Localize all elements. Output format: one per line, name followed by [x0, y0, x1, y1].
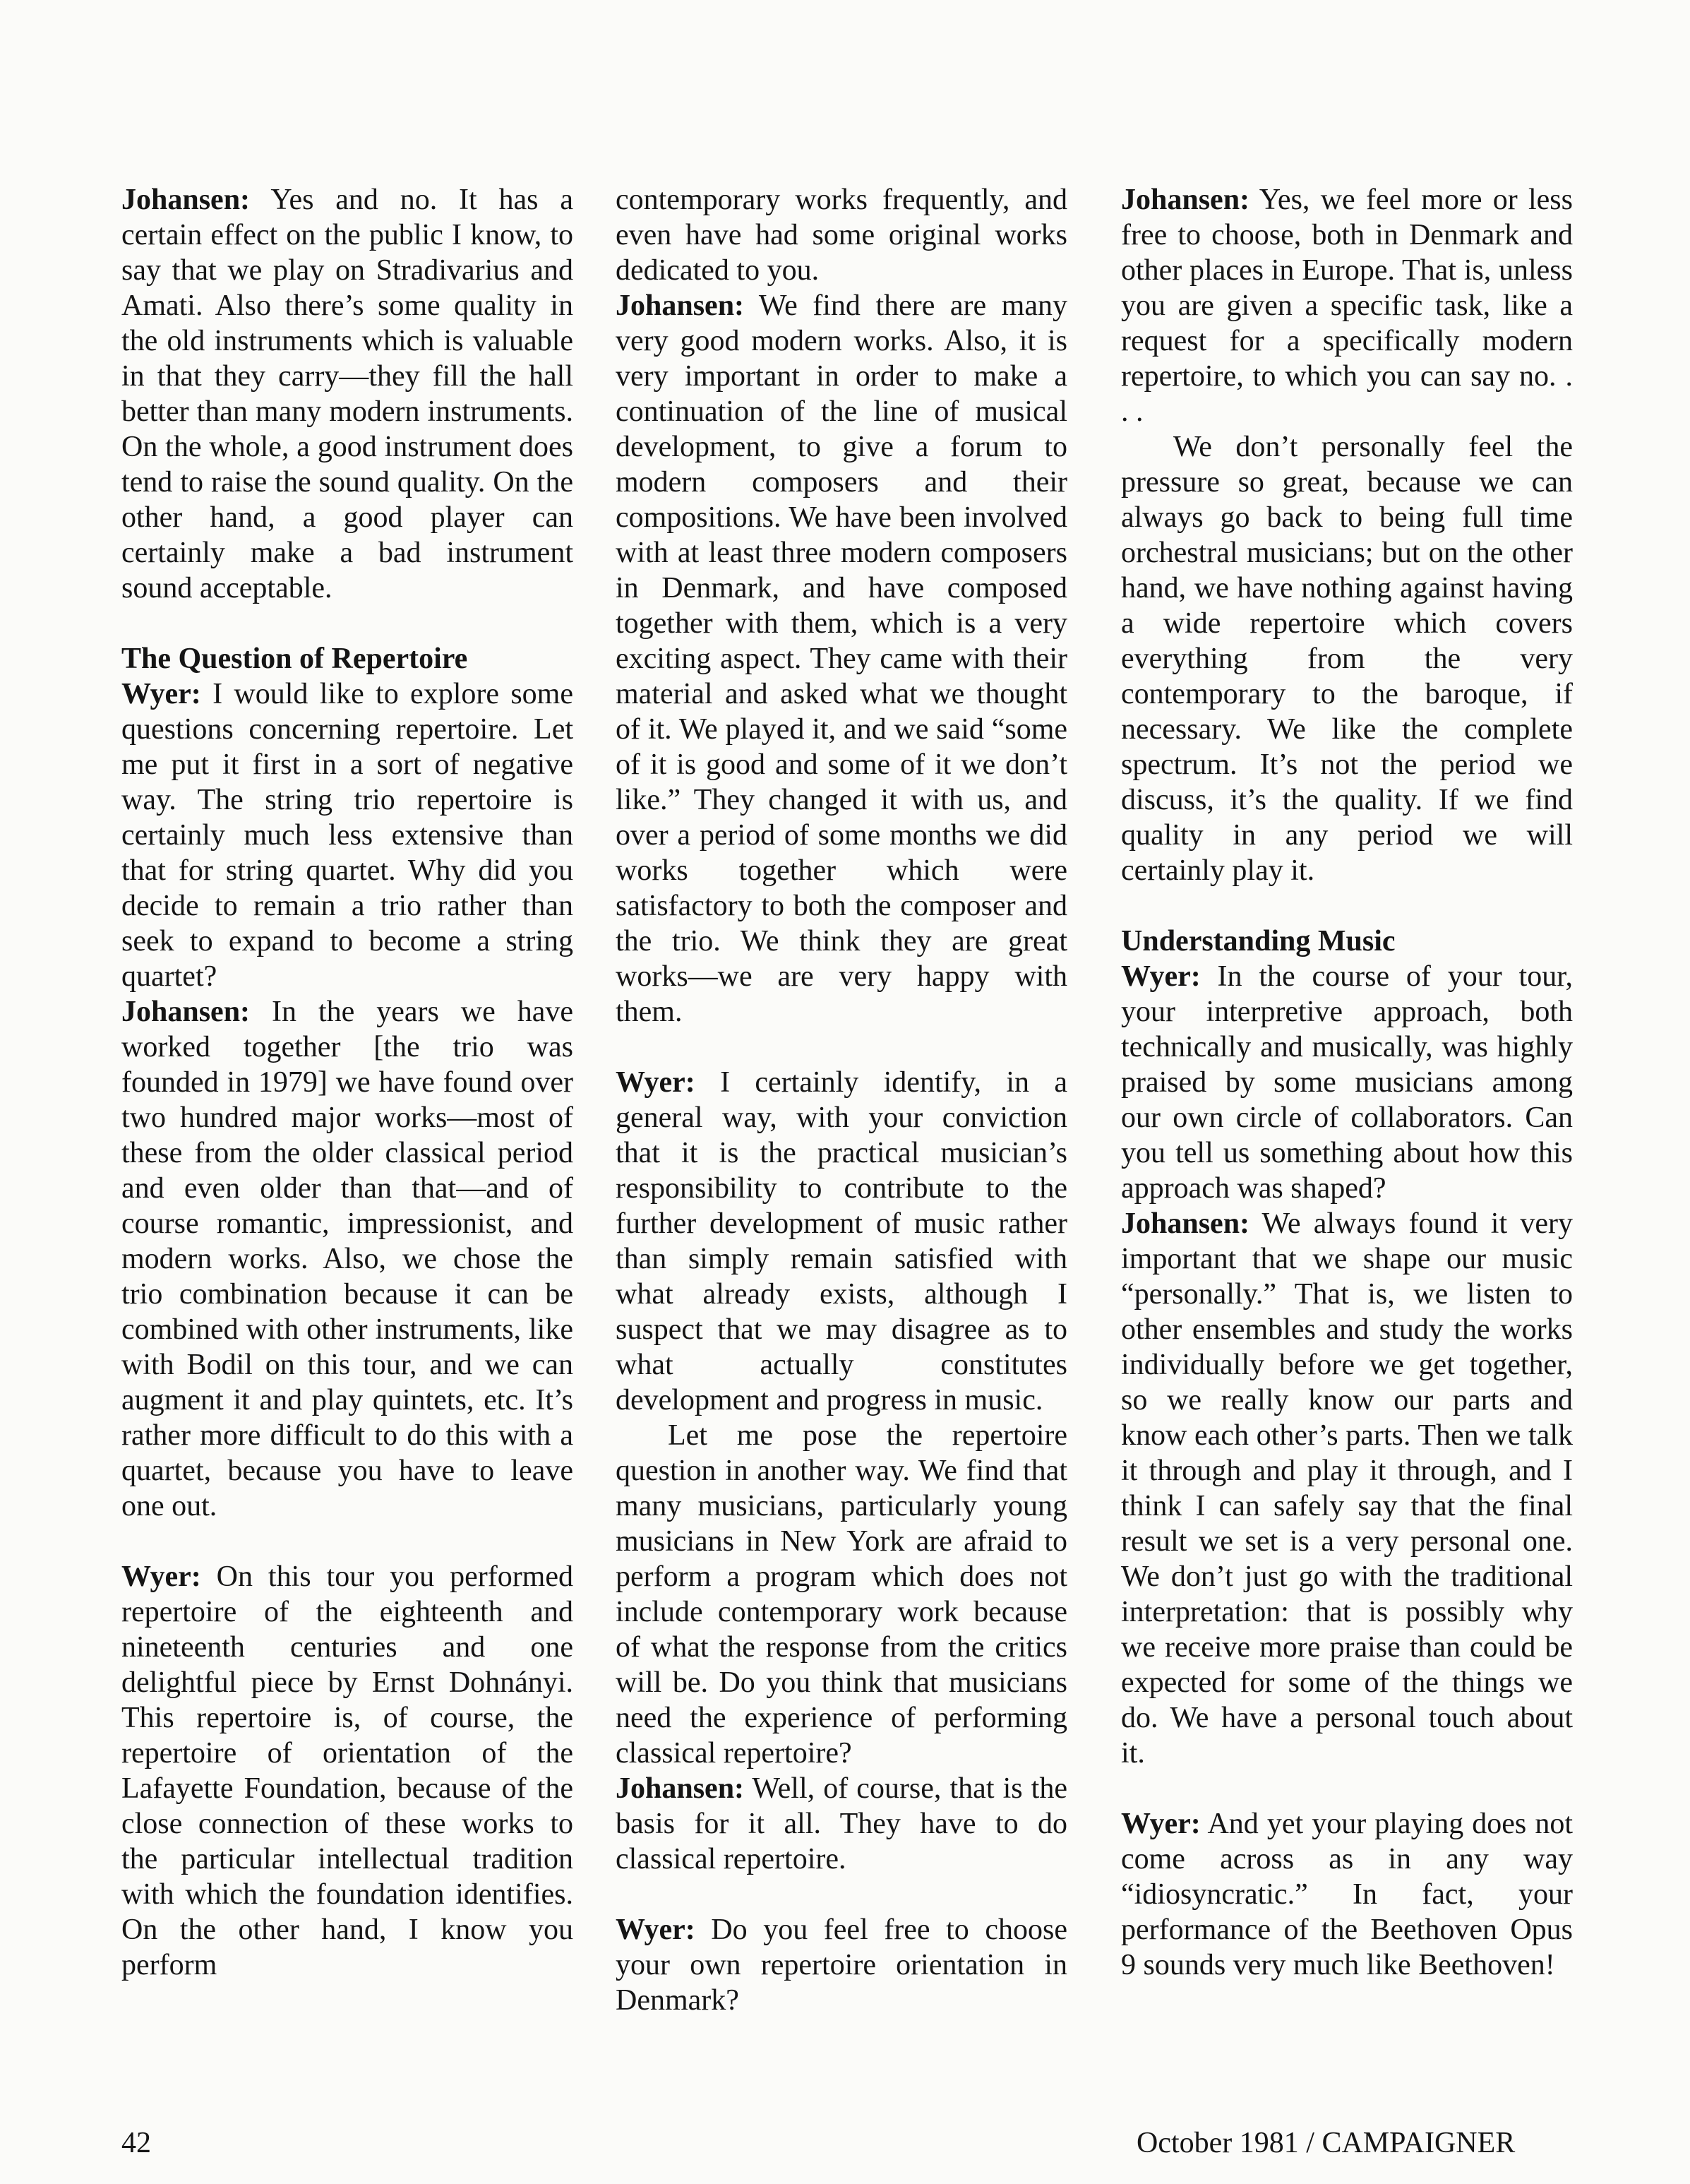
paragraph-text: We don’t personally feel the pressure so great, because we can always go back to being full time orchestral musicians; but on the other hand, we have nothing against having a wide repertoire which covers everything from the very contemporary to the baroque, if necessary. We like the complete spectrum. It’s not the period we discuss, it’s the quality. If we find quality in any period we will certainly play it. [1121, 431, 1573, 887]
paragraph [616, 288, 1067, 1030]
paragraph-text: And yet your playing does not come across as in any way “idiosyncratic.” In fact, your performance of the Beethoven Opus 9 sounds very much like Beethoven! [1121, 1808, 1574, 1981]
paragraph [1121, 1206, 1573, 1771]
speaker-label: Wyer: [121, 678, 201, 710]
speaker-label: Wyer: [616, 1066, 695, 1099]
paragraph-text: In the years we have worked together [the trio was founded in 1979] we have found over two hundred major works—most of these from the older classical period and even older than that—and of course romantic, impressionist, and modern works. Also, we chose the trio combination because it can be combined with other instruments, like with Bodil on this tour, and we can augment it and play quintets, etc. It’s rather more difficult to do this with a quartet, because you have to leave one out. [121, 996, 573, 1522]
paragraph [121, 182, 573, 606]
paragraph-text: We find there are many very good modern works. Also, it is very important in order to make a continuation of the line of musical development, to give a forum to modern composers and their compositions. We have been involved with at least three modern composers in Denmark, and have composed together with them, which is a very exciting aspect. They came with their material and asked what we thought of it. We played it, and we said “some of it is good and some of it we don’t like.” They changed it with us, and over a period of some months we did works together which were satisfactory to both the composer and the trio. We think they are great works—we are very happy with them. [616, 290, 1067, 1028]
paragraph [616, 1418, 1067, 1771]
speaker-label: Johansen: [616, 1772, 745, 1805]
speaker-label: Johansen: [616, 290, 745, 322]
paragraph [616, 1912, 1067, 2018]
paragraph [121, 1559, 573, 1983]
paragraph [1121, 959, 1573, 1206]
paragraph-text: I would like to explore some questions concerning repertoire. Let me put it first in a sort of negative way. The string trio repertoire is certainly much less extensive than that for string quartet. Why did you decide to remain a trio rather than seek to expand to become a string quartet? [121, 678, 573, 993]
paragraph-text: In the course of your tour, your interpretive approach, both technically and musically, was highly praised by some musicians among our own circle of collaborators. Can you tell us something about how this approach was shaped? [1121, 960, 1574, 1205]
paragraph-text: On this tour you performed repertoire of the eighteenth and nineteenth centuries and one delightful piece by Ernst Dohnányi. This repertoire is, of course, the repertoire of orientation of the Lafayette Foundation, because of the close connection of these works to the particular intellectual tradition with which the foundation identifies. On the other hand, I know you perform [121, 1561, 573, 1981]
column-left [121, 182, 573, 1983]
speaker-label: Wyer: [1121, 960, 1201, 993]
paragraph [616, 1771, 1067, 1877]
paragraph-text: We always found it very important that we shape our music “personally.” That is, we listen to other ensembles and study the works individually before we get together, so we really know our parts and know each other’s parts. Then we talk it through and play it through, and I think I can safely say that the final result we set is a very personal one. We don’t just go with the traditional interpretation: that is possibly why we receive more praise than could be expected for some of the things we do. We have a personal touch about it. [1121, 1207, 1573, 1770]
page-number: 42 [121, 2127, 151, 2159]
column-middle [616, 182, 1067, 2018]
issue-footer: October 1981 / CAMPAIGNER [1137, 2127, 1516, 2159]
speaker-label: Wyer: [616, 1914, 695, 1946]
paragraph-text: Yes, we feel more or less free to choose, both in Denmark and other places in Europe. That is, unless you are given a specific task, like a request for a specifically modern repertoire, to which you can say no. . . . [1121, 184, 1573, 428]
paragraph [1121, 182, 1573, 429]
section-heading: The Question of Repertoire [121, 643, 468, 675]
speaker-label: Johansen: [1121, 184, 1250, 216]
paragraph [616, 182, 1067, 288]
paragraph [616, 1065, 1067, 1418]
column-right [1121, 182, 1573, 1983]
paragraph [1121, 1806, 1573, 1983]
paragraph-text: Well, of course, that is the basis for it all. They have to do classical repertoire. [616, 1772, 1067, 1875]
paragraph [1121, 429, 1573, 888]
speaker-label: Johansen: [1121, 1207, 1250, 1240]
paragraph-text: I certainly identify, in a general way, with your conviction that it is the practical musician’s responsibility to contribute to the further development of music rather than simply remain satisfied with what already exists, although I suspect that we may disagree as to what actually constitutes development and progress in music. [616, 1066, 1068, 1416]
paragraph-text: contemporary works frequently, and even have had some original works dedicated to you. [616, 184, 1067, 287]
paragraph [121, 676, 573, 994]
speaker-label: Johansen: [121, 996, 251, 1028]
speaker-label: Johansen: [121, 184, 251, 216]
paragraph-text: Do you feel free to choose your own repertoire orientation in Denmark? [616, 1914, 1067, 2017]
speaker-label: Wyer: [121, 1561, 201, 1593]
section-heading: Understanding Music [1121, 925, 1396, 957]
paragraph-text: Let me pose the repertoire question in another way. We find that many musicians, particularly young musicians in New York are afraid to perform a program which does not include contemporary work because of what the response from the critics will be. Do you think that musicians need the experience of performing classical repertoire? [616, 1419, 1067, 1770]
paragraph-text: Yes and no. It has a certain effect on the public I know, to say that we play on Stradivarius and Amati. Also there’s some quality in the old instruments which is valuable in that they carry—they fill the hall better than many modern instruments. On the whole, a good instrument does tend to raise the sound quality. On the other hand, a good player can certainly make a bad instrument sound acceptable. [121, 184, 573, 604]
speaker-label: Wyer: [1121, 1808, 1201, 1840]
paragraph [121, 994, 573, 1524]
